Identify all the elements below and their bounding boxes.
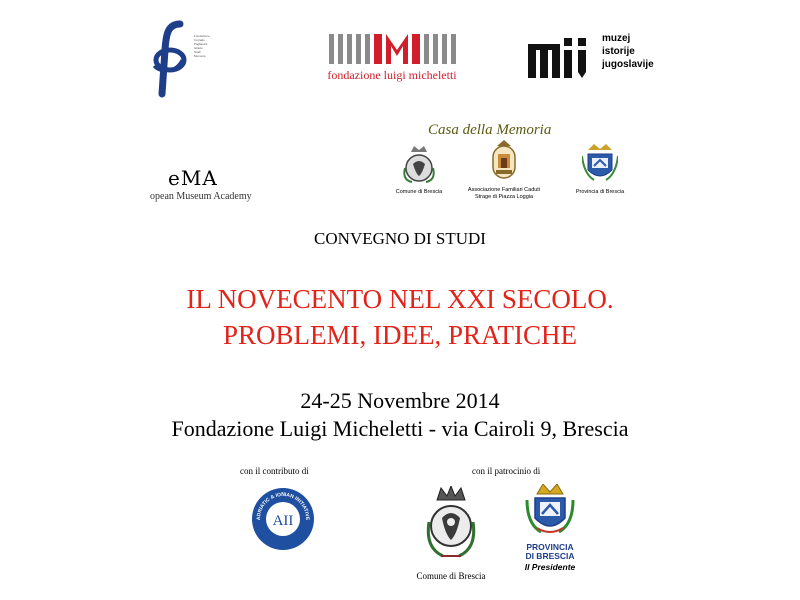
event-dates: 24-25 Novembre 2014 xyxy=(300,388,500,413)
event-title-line1: IL NOVECENTO NEL XXI SECOLO. xyxy=(186,284,614,314)
provincia-name: PROVINCIA DI BRESCIA xyxy=(525,542,575,561)
provincia-crest-large-icon xyxy=(523,484,577,538)
seal-associazione-caption: Associazione Familiari Caduti Strage di Piazza Loggia xyxy=(467,187,541,200)
provincia-crest-icon xyxy=(582,144,618,184)
micheletti-bars-icon xyxy=(312,34,472,64)
event-title-line2: PROBLEMI, IDEE, PRATICHE xyxy=(222,320,577,350)
ema-logo xyxy=(150,166,290,206)
adriatic-ionian-initiative-logo xyxy=(250,486,316,552)
muzej-jugoslavije-logo xyxy=(528,28,658,84)
comune-crest-large-icon xyxy=(421,486,481,564)
seal-associazione xyxy=(456,140,552,201)
muzej-text: muzej istorije jugoslavije xyxy=(602,33,654,70)
comune-caption: Comune di Brescia xyxy=(416,571,486,581)
seal-comune-caption: Comune di Brescia xyxy=(395,189,443,195)
micheletti-name: fondazione luigi micheletti xyxy=(327,68,457,82)
provincia-brescia-patrocinio xyxy=(518,484,582,572)
fondazione-micheletti-logo xyxy=(312,34,472,98)
phi-logo-icon xyxy=(150,20,194,98)
convegno-heading: CONVEGNO DI STUDI xyxy=(314,229,486,248)
comune-brescia-patrocinio xyxy=(414,486,488,581)
casa-memoria-title: Casa della Memoria xyxy=(428,122,552,138)
patrocinio-label: con il patrocinio di xyxy=(472,466,541,476)
mij-mark-icon xyxy=(528,34,598,78)
ema-subtitle: opean Museum Academy xyxy=(150,191,252,202)
comune-crest-icon xyxy=(402,144,436,184)
contributo-label: con il contributo di xyxy=(240,466,309,476)
seal-provincia-caption: Provincia di Brescia xyxy=(575,189,625,195)
event-venue: Fondazione Luigi Micheletti - via Cairoli 9, Brescia xyxy=(171,416,629,441)
aii-initials: AII xyxy=(272,513,294,529)
fondazione-tiny-text: Fondazione Corrado Pagliarani Istituto Studi Memorie xyxy=(194,34,210,58)
aii-badge-icon xyxy=(250,486,316,552)
svg-text:ADRIATIC & IONIAN INITIATIVE: ADRIATIC & IONIAN INITIATIVE xyxy=(255,492,311,521)
fondazione-pagliarani-logo xyxy=(150,20,222,98)
seal-comune-brescia xyxy=(386,140,452,196)
associazione-emblem-icon xyxy=(489,140,519,182)
ema-mark: eMA xyxy=(168,166,218,190)
seal-provincia-brescia xyxy=(570,140,630,196)
presidente-caption: Il Presidente xyxy=(524,562,576,572)
